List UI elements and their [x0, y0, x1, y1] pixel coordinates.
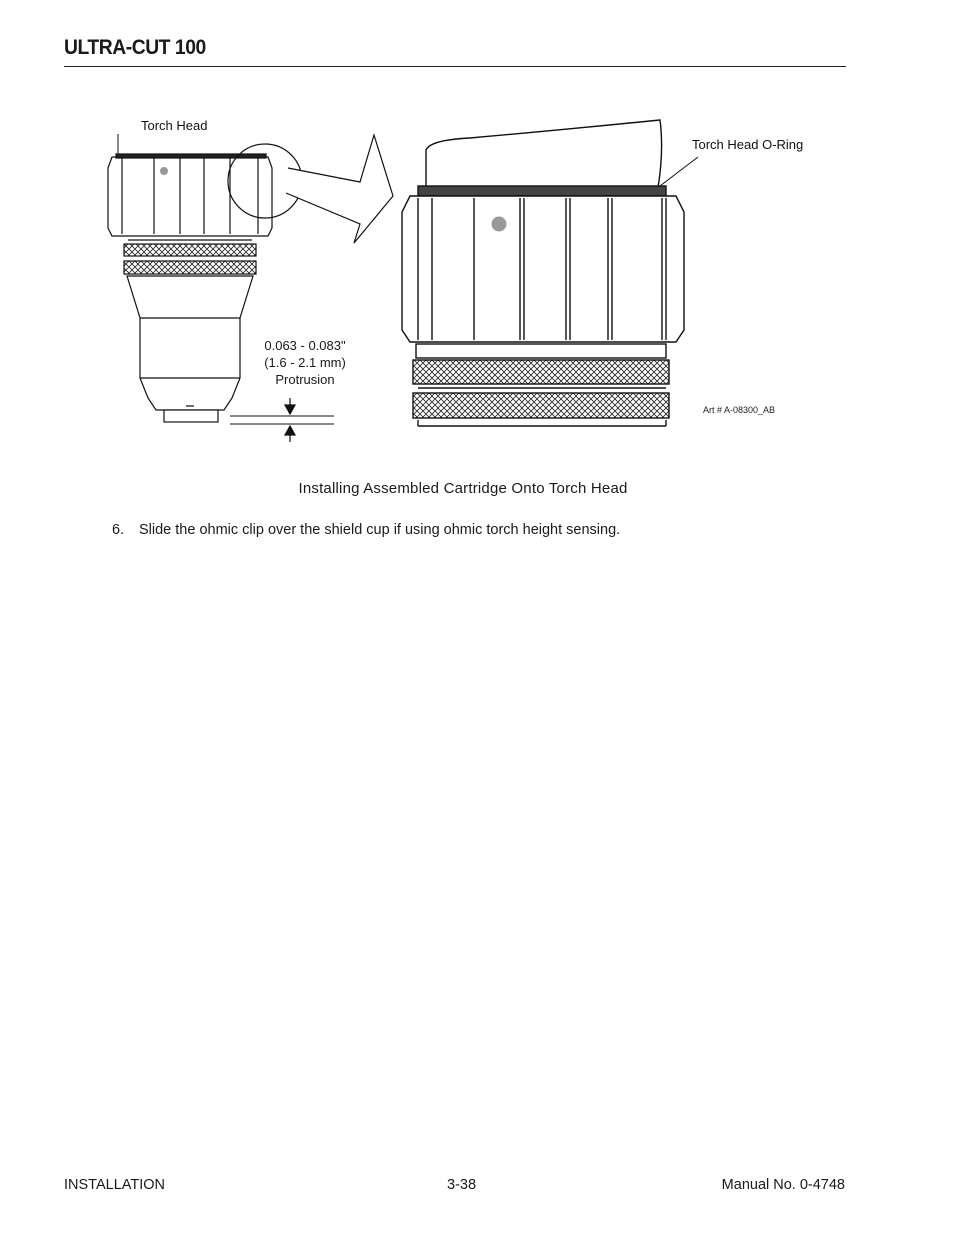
step-item [112, 522, 620, 538]
page-title: ULTRA-CUT 100 [64, 36, 206, 59]
torch-head-label: Torch Head [141, 118, 208, 133]
step-number: 6. [112, 522, 125, 538]
footer-page-number: 3-38 [447, 1177, 477, 1193]
protrusion-mm: (1.6 - 2.1 mm) [264, 355, 346, 370]
footer-manual-number: Manual No. 0-4748 [721, 1177, 845, 1193]
step-text: Slide the ohmic clip over the shield cup if using ohmic torch height sensing. [139, 522, 621, 538]
torch-head-figure [0, 0, 954, 470]
large-torch-drawing [402, 120, 698, 426]
small-torch-drawing [108, 134, 393, 442]
protrusion-dimension-label [248, 337, 362, 388]
protrusion-inches: 0.063 - 0.083" [264, 338, 346, 353]
art-number: Art # A-08300_AB [703, 405, 776, 415]
protrusion-word: Protrusion [275, 372, 335, 387]
torch-head-oring-label: Torch Head O-Ring [692, 137, 804, 152]
footer-section: INSTALLATION [64, 1177, 165, 1193]
figure-caption: Installing Assembled Cartridge Onto Torch Head [298, 480, 628, 497]
torch-illustration [0, 0, 954, 470]
